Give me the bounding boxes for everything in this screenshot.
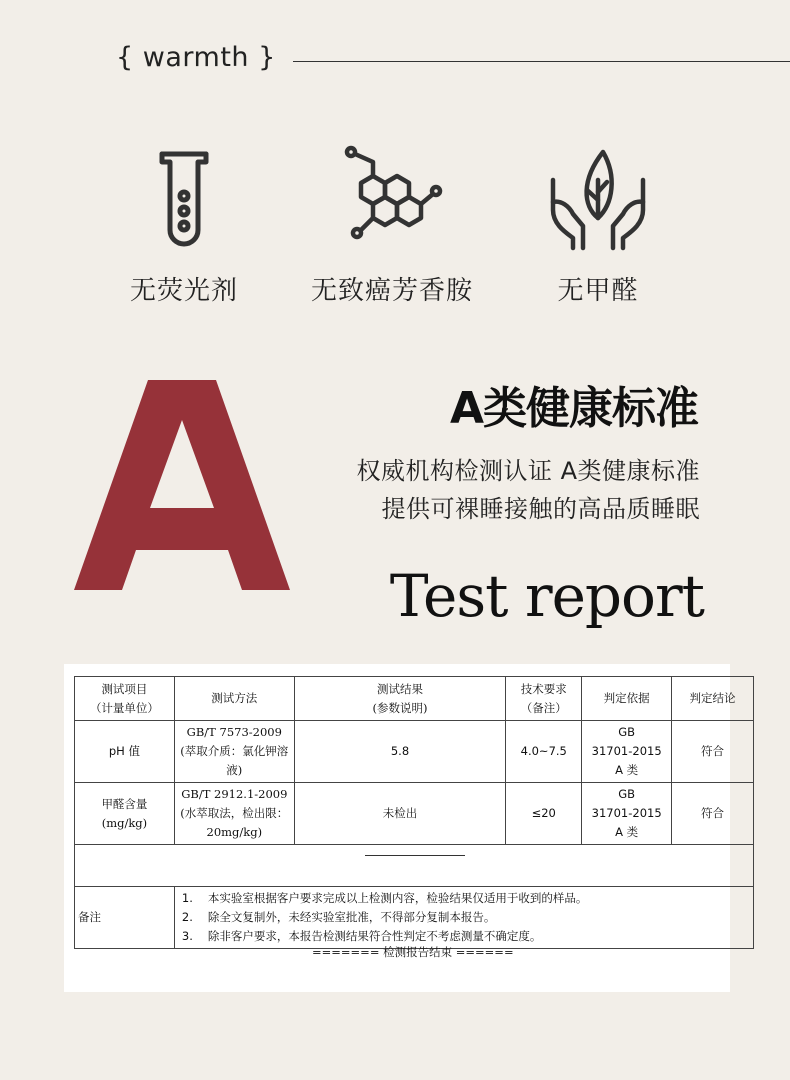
feature-label: 无荧光剂 xyxy=(129,276,238,306)
header-cell-requirement: 技术要求 （备注） xyxy=(506,677,582,721)
table-header-row xyxy=(75,677,754,721)
table-row xyxy=(75,721,754,783)
notes-label: 备注 xyxy=(75,887,175,949)
note-item: 2. 除全文复制外，未经实验室批准，不得部分复制本报告。 xyxy=(181,910,496,924)
test-report-document xyxy=(64,664,736,992)
cell-requirement: ≤20 xyxy=(506,783,582,845)
cell-conclusion: 符合 xyxy=(672,721,754,783)
cell-basis: GB 31701-2015 A 类 xyxy=(582,721,672,783)
notes-cell xyxy=(174,887,753,949)
test-report-heading: Test report xyxy=(389,562,704,630)
test-report-table xyxy=(74,676,754,949)
cell-method: GB/T 7573-2009 (萃取介质：氯化钾溶 液) xyxy=(174,721,294,783)
test-tube-icon xyxy=(154,140,214,250)
header-cell-basis: 判定依据 xyxy=(582,677,672,721)
cell-item: pH 值 xyxy=(75,721,175,783)
header-cell-conclusion: 判定结论 xyxy=(672,677,754,721)
grade-line-1: 权威机构检测认证 A类健康标准 xyxy=(356,457,700,485)
hands-leaf-icon xyxy=(543,140,653,250)
cell-method: GB/T 2912.1-2009 (水萃取法，检出限： 20mg/kg) xyxy=(174,783,294,845)
note-item: 3. 除非客户要求，本报告检测结果符合性判定不考虑测量不确定度。 xyxy=(181,929,542,943)
grade-title: A类健康标准 xyxy=(449,383,698,434)
table-blank-row xyxy=(75,845,754,887)
cell-result: 未检出 xyxy=(294,783,506,845)
table-notes-row xyxy=(75,887,754,949)
grade-description xyxy=(356,452,700,528)
cell-result: 5.8 xyxy=(294,721,506,783)
features-row xyxy=(0,140,790,320)
blank-line xyxy=(365,855,465,856)
note-item: 1. 本实验室根据客户要求完成以上检测内容，检验结果仅适用于收到的样品。 xyxy=(181,891,588,905)
table-row xyxy=(75,783,754,845)
feature-no-fluorescent xyxy=(84,140,284,307)
header-divider xyxy=(293,61,790,62)
grade-a-letter xyxy=(74,380,290,590)
feature-no-aromatic-amine xyxy=(292,140,492,307)
cell-conclusion: 符合 xyxy=(672,783,754,845)
molecule-icon xyxy=(337,140,447,250)
feature-label: 无甲醛 xyxy=(557,276,639,306)
cell-basis: GB 31701-2015 A 类 xyxy=(582,783,672,845)
blank-cell xyxy=(75,845,754,887)
report-end-text: ======= 检测报告结束 ====== xyxy=(312,945,514,959)
header-cell-result: 测试结果 (参数说明) xyxy=(294,677,506,721)
cell-item: 甲醛含量 (mg/kg) xyxy=(75,783,175,845)
header-cell-method: 测试方法 xyxy=(174,677,294,721)
grade-line-2: 提供可裸睡接触的高品质睡眠 xyxy=(381,495,700,523)
header-title: { warmth } xyxy=(116,42,276,73)
feature-no-formaldehyde xyxy=(498,140,698,307)
cell-requirement: 4.0~7.5 xyxy=(506,721,582,783)
header-cell-item: 测试项目 （计量单位） xyxy=(75,677,175,721)
feature-label: 无致癌芳香胺 xyxy=(310,276,473,306)
